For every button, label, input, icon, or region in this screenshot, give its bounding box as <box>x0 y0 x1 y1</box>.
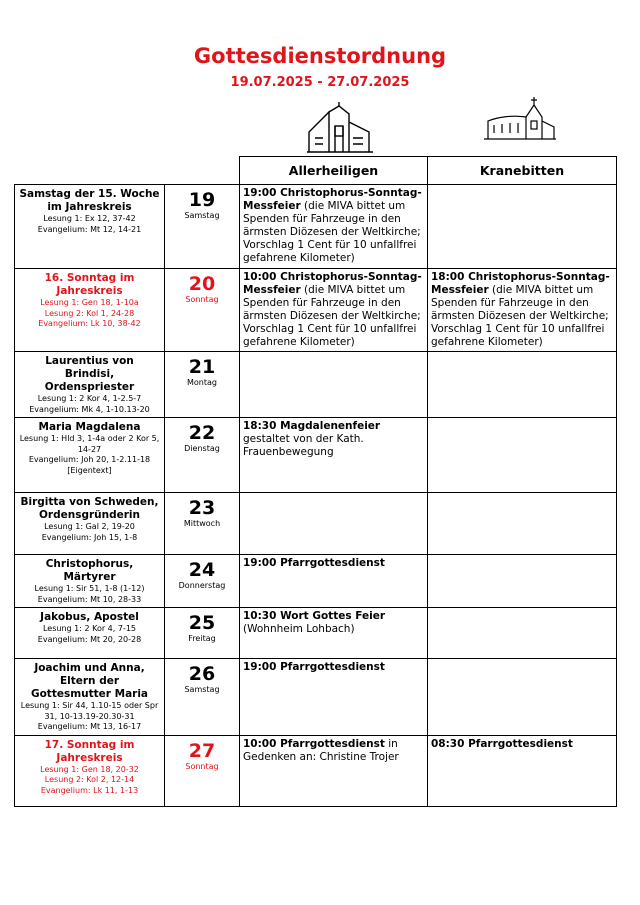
service-cell-allerheiligen <box>240 659 428 736</box>
reading-line: Lesung 1: 2 Kor 4, 7-15 <box>42 624 137 633</box>
reading-line: Evangelium: Joh 20, 1-2.11-18 <box>28 455 151 464</box>
service-time-title: 10:00 Pfarrgottesdienst <box>243 737 385 750</box>
day-number: 21 <box>188 356 216 378</box>
reading-line: [Eigentext] <box>67 465 112 475</box>
readings-list <box>19 434 160 476</box>
service-cell-allerheiligen <box>240 555 428 608</box>
day-number: 22 <box>188 422 216 444</box>
service-cell-kranebitten <box>428 493 617 555</box>
reading-line: Evangelium: Mt 13, 16-17 <box>37 722 142 731</box>
day-name: Jakobus, Apostel <box>40 611 139 623</box>
table-row <box>15 608 617 659</box>
service-cell-kranebitten <box>428 555 617 608</box>
service-details: (die MIVA bittet um Spenden für Fahrzeuge in den ärmsten Diözesen der Weltkirche; Vorschlag 1 Cent für 10 unfallfrei gefahrene Kilometer) <box>431 284 609 348</box>
schedule-table <box>14 156 617 807</box>
day-name: Laurentius von Brindisi, Ordenspriester <box>44 355 135 393</box>
column-header-kranebitten: Kranebitten <box>428 157 617 185</box>
column-header-allerheiligen: Allerheiligen <box>240 157 428 185</box>
reading-line: Evangelium: Lk 11, 1-13 <box>40 785 139 795</box>
reading-line: Lesung 1: Sir 51, 1-8 (1-12) <box>34 584 145 593</box>
reading-line: Evangelium: Joh 15, 1-8 <box>41 532 138 542</box>
date-cell <box>165 493 240 555</box>
service-cell-kranebitten <box>428 185 617 269</box>
weekday-label: Dienstag <box>184 444 220 453</box>
day-number: 24 <box>188 559 216 581</box>
day-info-cell <box>15 608 165 659</box>
table-row <box>15 555 617 608</box>
reading-line: Lesung 1: Sir 44, 1.10-15 oder Spr 31, 10-13.19-20.30-31 <box>20 701 159 721</box>
weekday-label: Samstag <box>184 685 220 694</box>
day-info-cell <box>15 735 165 806</box>
weekday-label: Sonntag <box>185 761 219 771</box>
reading-line: Lesung 1: Gal 2, 19-20 <box>44 522 135 531</box>
day-number: 23 <box>188 497 216 519</box>
table-row <box>15 185 617 269</box>
day-info-cell <box>15 555 165 608</box>
day-info-cell <box>15 659 165 736</box>
service-time-title: 18:30 Magdalenenfeier <box>243 420 381 432</box>
weekday-label: Donnerstag <box>178 581 226 590</box>
reading-line: Lesung 1: Gen 18, 1-10a <box>40 298 139 307</box>
service-cell-allerheiligen <box>240 269 428 352</box>
service-cell-kranebitten <box>428 352 617 418</box>
service-cell-kranebitten <box>428 608 617 659</box>
day-name: Joachim und Anna, Eltern der Gottesmutter Maria <box>30 662 149 700</box>
readings-list <box>19 584 160 605</box>
table-row <box>15 352 617 418</box>
service-details: (Wohnheim Lohbach) <box>243 623 355 635</box>
day-number: 26 <box>188 663 216 685</box>
service-cell-kranebitten <box>428 735 617 806</box>
church-allerheiligen-icon <box>305 102 375 154</box>
header-spacer <box>15 157 240 185</box>
day-number: 20 <box>188 273 216 295</box>
service-cell-kranebitten <box>428 269 617 352</box>
weekday-label: Freitag <box>188 634 216 643</box>
day-info-cell <box>15 493 165 555</box>
reading-line: Evangelium: Mt 12, 14-21 <box>37 224 142 234</box>
day-number: 25 <box>188 612 216 634</box>
day-name: Maria Magdalena <box>38 421 141 433</box>
date-range: 19.07.2025 - 27.07.2025 <box>230 75 410 90</box>
table-row <box>15 735 617 806</box>
weekday-label: Samstag <box>184 211 220 220</box>
reading-line: Lesung 1: Gen 18, 20-32 <box>40 764 139 774</box>
reading-line: Evangelium: Mt 20, 20-28 <box>37 634 142 644</box>
service-details: in Gedenken an: Christine Trojer <box>243 737 399 763</box>
service-time-title: 10:30 Wort Gottes Feier <box>243 610 386 622</box>
readings-list <box>19 765 160 797</box>
service-cell-allerheiligen <box>240 418 428 493</box>
service-time-title: 19:00 Christophorus-Sonntag-Messfeier <box>243 187 422 212</box>
service-time-title: 08:30 Pfarrgottesdienst <box>431 737 573 750</box>
weekday-label: Mittwoch <box>183 519 221 528</box>
reading-line: Lesung 1: Ex 12, 37-42 <box>43 214 136 223</box>
table-row <box>15 269 617 352</box>
weekday-label: Sonntag <box>185 295 219 304</box>
table-row <box>15 659 617 736</box>
date-cell <box>165 555 240 608</box>
day-info-cell <box>15 418 165 493</box>
day-name: Samstag der 15. Woche im Jahreskreis <box>19 188 160 213</box>
day-number: 19 <box>188 189 216 211</box>
table-row <box>15 418 617 493</box>
readings-list <box>19 298 160 330</box>
readings-list <box>19 214 160 235</box>
service-time-title: 10:00 Christophorus-Sonntag-Messfeier <box>243 271 422 296</box>
day-info-cell <box>15 352 165 418</box>
day-info-cell <box>15 185 165 269</box>
service-cell-kranebitten <box>428 418 617 493</box>
day-name: 16. Sonntag im Jahreskreis <box>44 272 135 297</box>
day-name: Christophorus, Märtyrer <box>45 558 134 583</box>
service-details: (die MIVA bittet um Spenden für Fahrzeuge in den ärmsten Diözesen der Weltkirche; Vorschlag 1 Cent für 10 unfallfrei gefahrene Kilometer) <box>243 284 421 348</box>
reading-line: Lesung 2: Kol 1, 24-28 <box>44 308 135 318</box>
day-name: Birgitta von Schweden, Ordensgründerin <box>20 496 159 521</box>
day-name: 17. Sonntag im Jahreskreis <box>44 738 135 764</box>
service-time-title: 19:00 Pfarrgottesdienst <box>243 557 385 569</box>
date-cell <box>165 185 240 269</box>
reading-line: Lesung 2: Kol 2, 12-14 <box>44 775 135 784</box>
reading-line: Evangelium: Mt 10, 28-33 <box>37 594 142 604</box>
readings-list <box>19 624 160 645</box>
date-cell <box>165 735 240 806</box>
weekday-label: Montag <box>187 378 217 387</box>
service-cell-allerheiligen <box>240 608 428 659</box>
service-cell-allerheiligen <box>240 185 428 269</box>
service-time-title: 18:00 Christophorus-Sonntag-Messfeier <box>431 271 610 296</box>
reading-line: Evangelium: Lk 10, 38-42 <box>38 319 141 328</box>
day-number: 27 <box>188 739 216 762</box>
service-details: (die MIVA bittet um Spenden für Fahrzeuge in den ärmsten Diözesen der Weltkirche; Vorschlag 1 Cent für 10 unfallfrei gefahrene Kilometer) <box>243 200 421 264</box>
table-row <box>15 493 617 555</box>
reading-line: Lesung 1: 2 Kor 4, 1-2.5-7 <box>37 394 142 403</box>
readings-list <box>19 522 160 543</box>
service-details: gestaltet von der Kath. Frauenbewegung <box>243 433 364 458</box>
day-info-cell <box>15 269 165 352</box>
readings-list <box>19 701 160 733</box>
date-cell <box>165 659 240 736</box>
reading-line: Evangelium: Mk 4, 1-10.13-20 <box>29 404 150 414</box>
date-cell <box>165 418 240 493</box>
service-cell-kranebitten <box>428 659 617 736</box>
date-cell <box>165 269 240 352</box>
date-cell <box>165 352 240 418</box>
page-title: Gottesdienstordnung <box>193 44 447 68</box>
date-cell <box>165 608 240 659</box>
service-cell-allerheiligen <box>240 352 428 418</box>
table-header-row <box>15 157 617 185</box>
readings-list <box>19 394 160 415</box>
service-time-title: 19:00 Pfarrgottesdienst <box>243 661 385 673</box>
church-kranebitten-icon <box>482 95 558 141</box>
service-cell-allerheiligen <box>240 735 428 806</box>
reading-line: Lesung 1: Hld 3, 1-4a oder 2 Kor 5, 14-27 <box>19 434 160 454</box>
service-cell-allerheiligen <box>240 493 428 555</box>
